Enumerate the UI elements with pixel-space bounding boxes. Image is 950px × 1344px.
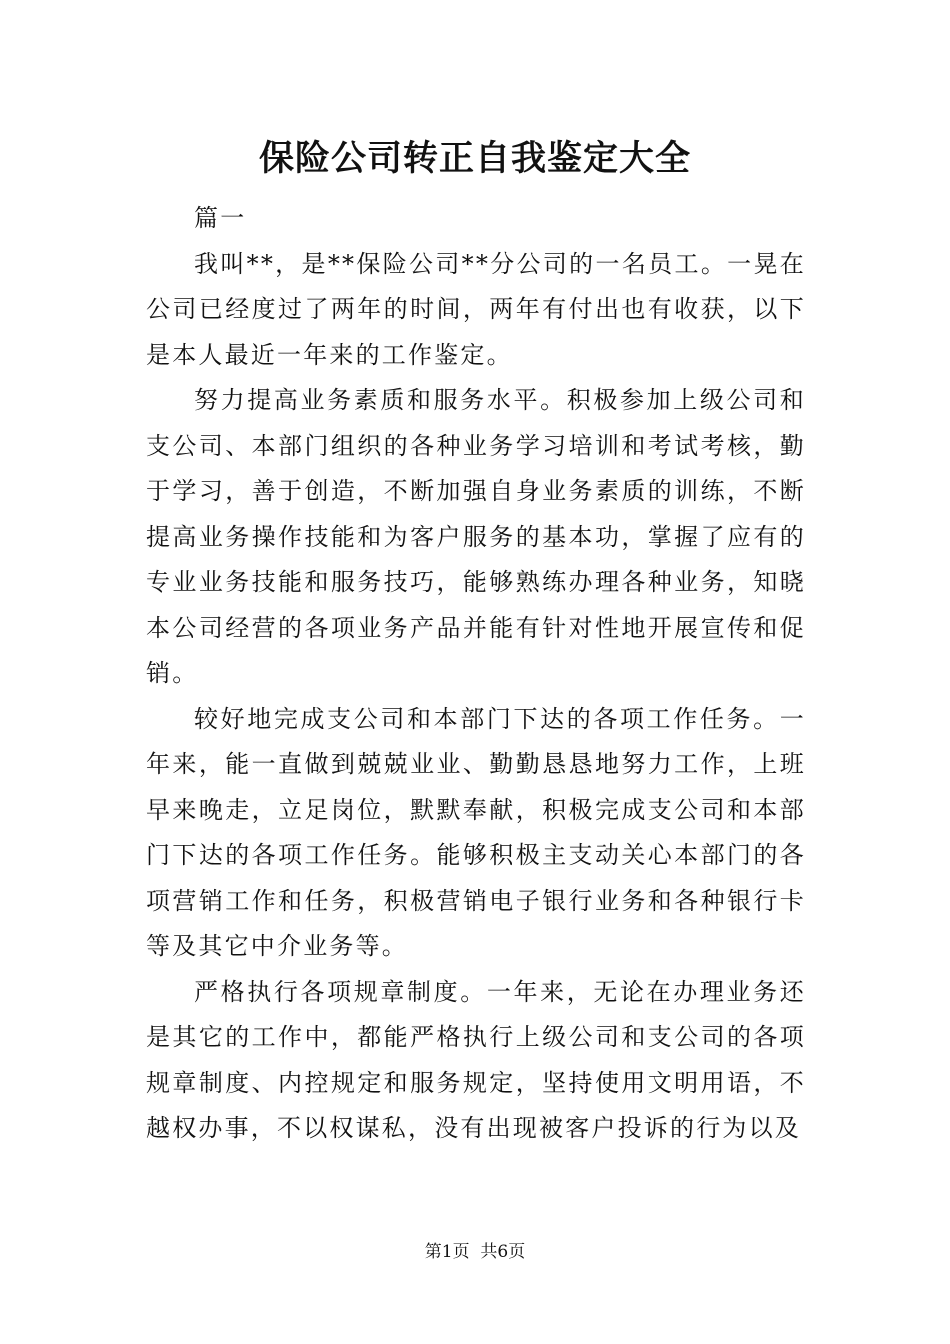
paragraph-business-quality: 努力提高业务素质和服务水平。积极参加上级公司和支公司、本部门组织的各种业务学习培训和考试考核，勤于学习，善于创造，不断加强自身业务素质的训练，不断提高业务操作技能和为客户服务的基本功，掌握了应有的专业业务技能和服务技巧，能够熟练办理各种业务，知晓本公司经营的各项业务产品并能有针对性地开展宣传和促销。: [146, 386, 806, 687]
paragraph-task-completion: 较好地完成支公司和本部门下达的各项工作任务。一年来，能一直做到兢兢业业、勤勤恳恳地努力工作，上班早来晚走，立足岗位，默默奉献，积极完成支公司和本部门下达的各项工作任务。能够积极主支动关心本部门的各项营销工作和任务，积极营销电子银行业务和各种银行卡等及其它中介业务等。: [146, 704, 806, 960]
document-title: 保险公司转正自我鉴定大全: [258, 138, 691, 179]
paragraph-intro: 我叫**，是**保险公司**分公司的一名员工。一晃在公司已经度过了两年的时间，两年有付出也有收获，以下是本人最近一年来的工作鉴定。: [146, 249, 806, 369]
page-number: 第1页 共6页: [424, 1242, 526, 1262]
document-body: [146, 196, 806, 1152]
page-footer: [0, 1240, 950, 1264]
section-heading: 篇一: [194, 204, 247, 232]
paragraph-regulations: 严格执行各项规章制度。一年来，无论在办理业务还是其它的工作中，都能严格执行上级公司和支公司的各项规章制度、内控规定和服务规定，坚持使用文明用语，不越权办事，不以权谋私，没有出现被客户投诉的行为以及: [146, 977, 806, 1142]
